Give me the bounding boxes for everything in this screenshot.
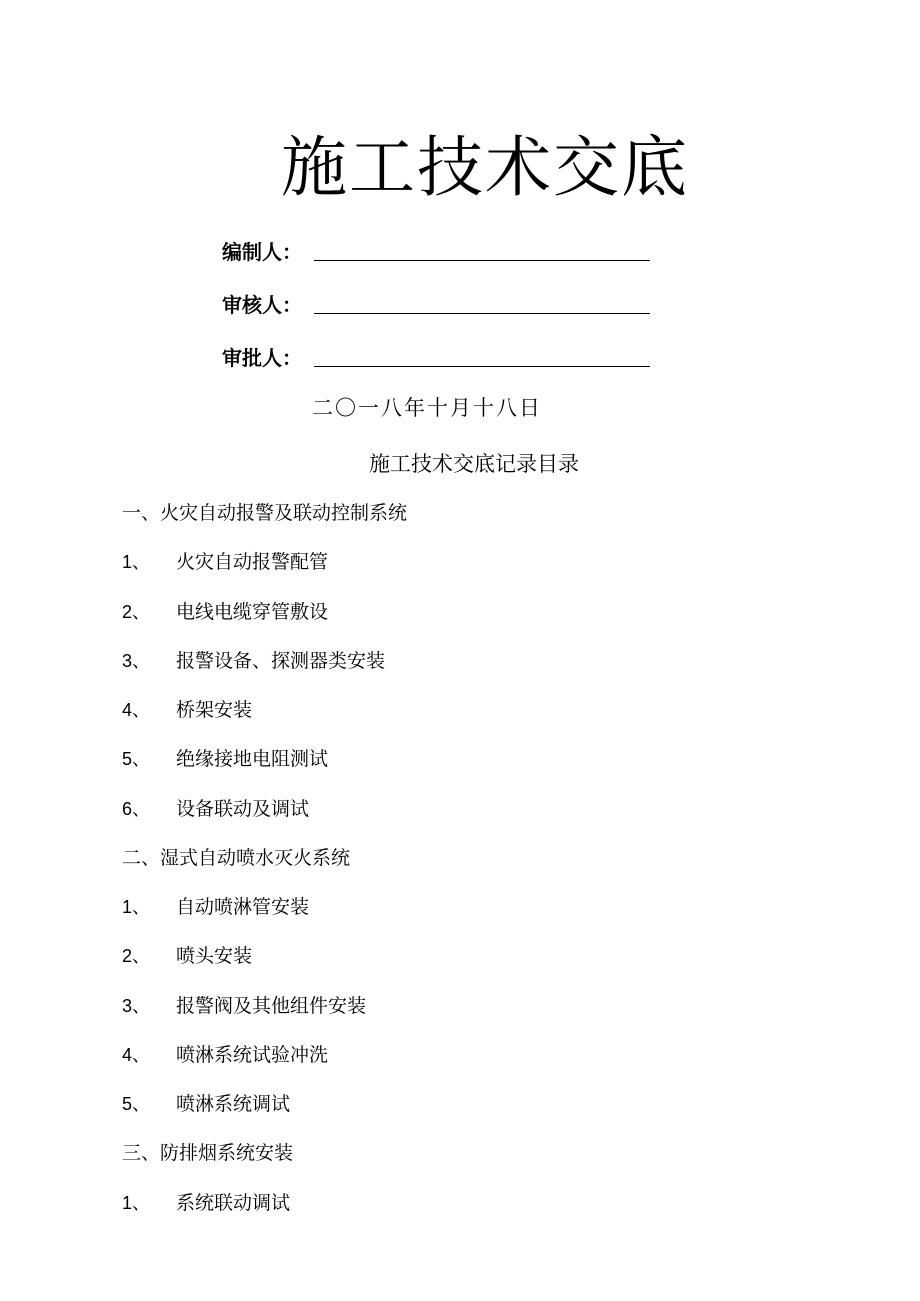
toc-item-number: 3、: [122, 650, 151, 671]
toc-item: [122, 746, 822, 795]
toc-item-number: 3、: [122, 995, 151, 1016]
toc-item-number: 4、: [122, 1044, 151, 1065]
approver-label: 审批人：: [222, 346, 302, 370]
toc-item: [122, 796, 822, 845]
toc-item-number: 5、: [122, 1094, 151, 1114]
toc-item-number: 2、: [122, 946, 151, 967]
toc-item: [122, 697, 822, 746]
toc-item-text: 火灾自动报警配管: [176, 551, 329, 574]
document-title: 施工技术交底: [281, 129, 689, 206]
toc-item-text: 自动喷淋管安装: [176, 896, 310, 918]
toc-item-text: 报警阀及其他组件安装: [176, 994, 367, 1017]
toc-section-text: 二、湿式自动喷水灭火系统: [122, 846, 351, 869]
toc-item: [122, 894, 822, 943]
approver-signature-line: [314, 344, 650, 367]
toc-section: [122, 845, 822, 894]
toc-item-text: 喷淋系统调试: [176, 1093, 291, 1115]
toc-item-number: 1、: [122, 552, 151, 573]
document-date: 二〇一八年十月十八日: [312, 396, 542, 420]
toc-section: [122, 500, 822, 549]
toc-item: [122, 599, 822, 648]
toc-item-text: 系统联动调试: [176, 1191, 291, 1214]
toc-item-text: 设备联动及调试: [176, 797, 310, 820]
reviewer-label: 审核人：: [222, 293, 302, 317]
toc-section-text: 一、火灾自动报警及联动控制系统: [122, 502, 408, 524]
toc-item-number: 4、: [122, 700, 151, 720]
toc-item-text: 绝缘接地电阻测试: [176, 748, 329, 771]
toc-item: [122, 1091, 822, 1140]
toc-item-number: 5、: [122, 749, 151, 770]
toc-item: [122, 1190, 822, 1239]
toc-item: [122, 1042, 822, 1091]
toc-section: [122, 1140, 822, 1189]
toc-item: [122, 648, 822, 697]
toc-item-text: 喷淋系统试验冲洗: [176, 1043, 329, 1066]
compiler-label: 编制人：: [222, 240, 302, 264]
toc-item: [122, 549, 822, 598]
toc-item: [122, 943, 822, 992]
toc-item: [122, 993, 822, 1042]
signature-row-approver: [222, 340, 650, 370]
signature-row-compiler: [222, 234, 650, 264]
toc-item-text: 报警设备、探测器类安装: [176, 649, 386, 672]
toc-section-text: 三、防排烟系统安装: [122, 1142, 294, 1165]
toc-item-number: 1、: [122, 1192, 151, 1213]
toc-item-text: 桥架安装: [176, 699, 253, 721]
reviewer-signature-line: [314, 291, 650, 314]
toc-item-number: 1、: [122, 897, 151, 917]
toc-title: 施工技术交底记录目录: [369, 452, 579, 476]
toc-list: [122, 500, 822, 1239]
toc-item-text: 电线电缆穿管敷设: [176, 600, 329, 623]
compiler-signature-line: [314, 238, 650, 261]
signature-row-reviewer: [222, 287, 650, 317]
toc-item-text: 喷头安装: [176, 945, 253, 968]
toc-item-number: 2、: [122, 601, 151, 622]
toc-item-number: 6、: [122, 798, 151, 819]
